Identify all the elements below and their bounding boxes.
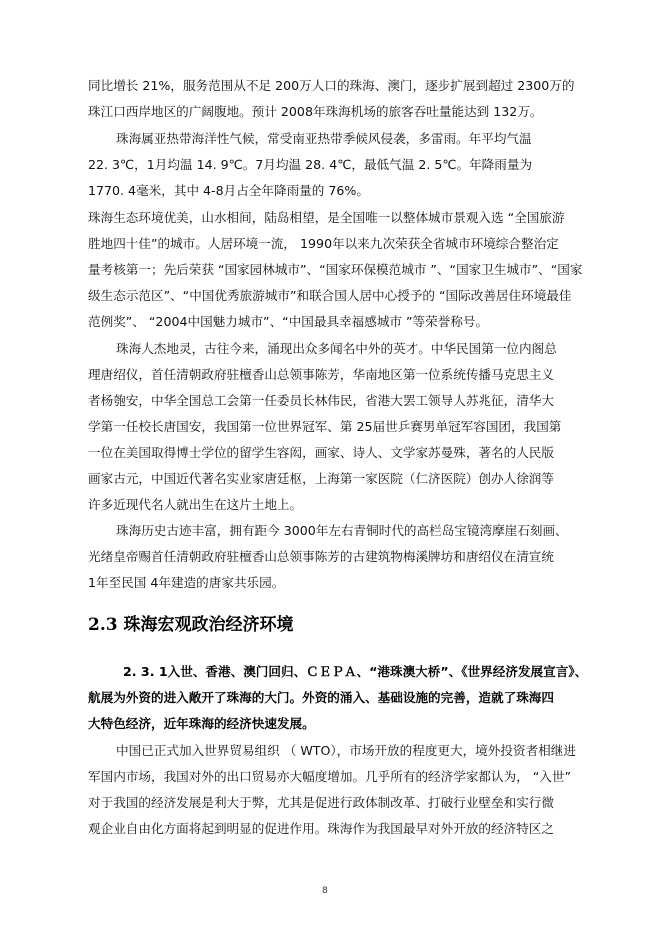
subsection-heading-line: 大特色经济，近年珠海的经济快速发展。 [88, 716, 315, 731]
text-line: 同比增长 21%，服务范围从不足 200万人口的珠海、澳门，逐步扩展到超过 2300万的 [88, 78, 575, 93]
subsection-heading-line: 航展为外资的进入敞开了珠海的大门。外资的涌入、基础设施的完善，造就了珠海四 [88, 690, 554, 705]
text-line: 范例奖”、 “2004中国魅力城市”、“中国最具幸福感城市 ”等荣誉称号。 [88, 314, 489, 329]
text-line: 级生态示范区”、“中国优秀旅游城市”和联合国人居中心授予的 “国际改善居住环境最佳 [88, 288, 572, 303]
text-line: 1770. 4毫米，其中 4-8月占全年降雨量的 76%。 [88, 183, 369, 198]
text-line: 珠江口西岸地区的广阔腹地。预计 2008年珠海机场的旅客吞吐量能达到 132万。 [88, 104, 543, 119]
text-line: 珠海属亚热带海洋性气候，常受南亚热带季候风侵袭，多雷雨。年平均气温 [116, 131, 532, 146]
text-line: 光绪皇帝赐首任清朝政府驻檀香山总领事陈芳的古建筑物梅溪牌坊和唐绍仪在清宣统 [88, 549, 554, 564]
text-line: 者杨匏安，中华全国总工会第一任委员长林伟民，省港大罢工领导人苏兆征，清华大 [88, 393, 554, 408]
page-number: 8 [322, 886, 328, 896]
section-heading: 2.3 珠海宏观政治经济环境 [88, 615, 294, 635]
text-line: 中国已正式加入世界贸易组织 （ WTO），市场开放的程度更大，境外投资者相继进 [116, 743, 576, 758]
text-line: 胜地四十佳”的城市。人居环境一流， 1990年以来九次荣获全省城市环境综合整治定 [88, 236, 559, 251]
text-line: 学第一任校长唐国安，我国第一位世界冠军、第 25届世乒赛男单冠军容国团，我国第 [88, 419, 562, 434]
text-line: 珠海人杰地灵，古往今来，涌现出众多闻名中外的英才。中华民国第一位内阁总 [116, 341, 557, 356]
text-line: 1年至民国 4年建造的唐家共乐园。 [88, 575, 285, 590]
text-line: 理唐绍仪，首任清朝政府驻檀香山总领事陈芳，华南地区第一位系统传播马克思主义 [88, 367, 554, 382]
text-line: 许多近现代名人就出生在这片土地上。 [88, 497, 303, 512]
text-line: 量考核第一；先后荣获 “国家园林城市”、“国家环保模范城市 ”、“国家卫生城市”、“国家 [88, 262, 583, 277]
text-line: 观企业自由化方面将起到明显的促进作用。珠海作为我国最早对外开放的经济特区之 [88, 821, 554, 836]
text-line: 画家古元，中国近代著名实业家唐廷枢，上海第一家医院（仁济医院）创办人徐润等 [88, 471, 554, 486]
text-line: 一位在美国取得博士学位的留学生容闳，画家、诗人、文学家苏曼殊，著名的人民版 [88, 445, 554, 460]
text-line: 军国内市场，我国对外的出口贸易亦大幅度增加。几乎所有的经济学家都认为， “入世” [88, 769, 572, 784]
subsection-heading-line: 2. 3. 1入世、香港、澳门回归、ＣＥＰＡ、“港珠澳大桥”、《世界经济发展宣言》、 [123, 664, 588, 679]
text-line: 珠海历史古迹丰富，拥有距今 3000年左右青铜时代的高栏岛宝镜湾摩崖石刻画、 [116, 523, 568, 538]
text-line: 22. 3℃，1月均温 14. 9℃。7月均温 28. 4℃，最低气温 2. 5℃。年降雨量为 [88, 157, 533, 172]
text-line: 对于我国的经济发展是利大于弊，尤其是促进行政体制改革、打破行业壁垒和实行微 [88, 795, 554, 810]
text-line: 珠海生态环境优美，山水相间，陆岛相望，是全国唯一以整体城市景观入选 “全国旅游 [88, 210, 565, 225]
